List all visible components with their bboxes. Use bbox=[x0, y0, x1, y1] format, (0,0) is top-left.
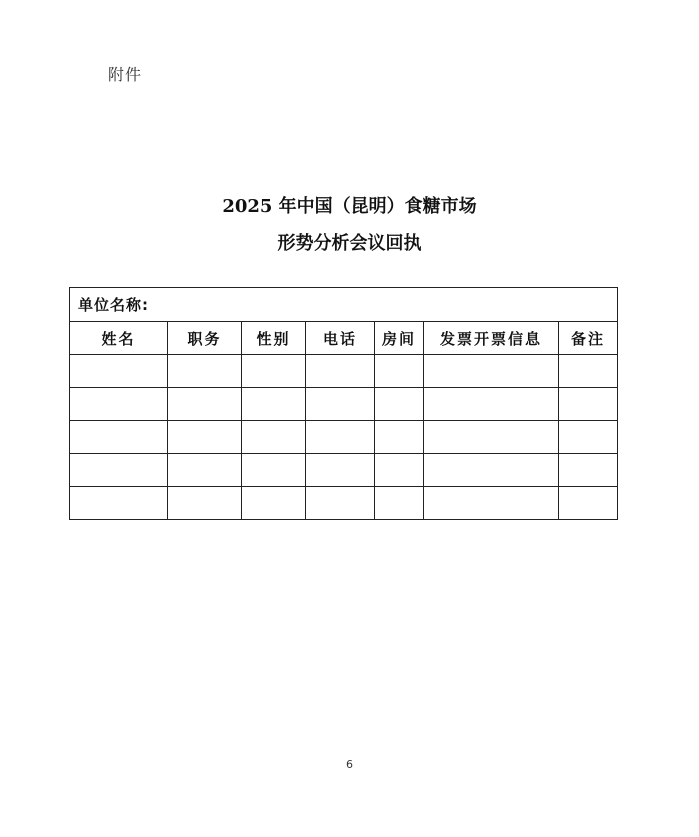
table-header-row bbox=[70, 322, 618, 355]
table-cell bbox=[168, 388, 242, 421]
table-cell bbox=[168, 487, 242, 520]
column-header-gender: 性别 bbox=[242, 322, 306, 355]
document-title: 2025 年中国（昆明）食糖市场 bbox=[222, 196, 477, 217]
table-cell bbox=[70, 421, 168, 454]
column-header-phone: 电话 bbox=[306, 322, 375, 355]
table-cell bbox=[242, 355, 306, 388]
column-header-remarks: 备注 bbox=[559, 322, 618, 355]
table-cell bbox=[306, 388, 375, 421]
table-body bbox=[70, 355, 618, 520]
column-header-invoice-info: 发票开票信息 bbox=[424, 322, 559, 355]
table-cell bbox=[306, 421, 375, 454]
table-cell bbox=[306, 454, 375, 487]
table-row bbox=[70, 421, 618, 454]
table-cell bbox=[424, 388, 559, 421]
table-row bbox=[70, 388, 618, 421]
table-cell bbox=[242, 487, 306, 520]
attachment-label: 附件 bbox=[108, 65, 143, 84]
table-cell bbox=[70, 388, 168, 421]
table-cell bbox=[559, 487, 618, 520]
unit-name-row bbox=[70, 288, 618, 322]
table-cell bbox=[559, 388, 618, 421]
table-cell bbox=[70, 355, 168, 388]
table-cell bbox=[306, 355, 375, 388]
table-row bbox=[70, 355, 618, 388]
column-header-room: 房间 bbox=[375, 322, 424, 355]
table-cell bbox=[375, 388, 424, 421]
table-cell bbox=[375, 355, 424, 388]
column-header-name: 姓名 bbox=[70, 322, 168, 355]
table-cell bbox=[70, 487, 168, 520]
table-cell bbox=[559, 454, 618, 487]
table-row bbox=[70, 487, 618, 520]
table-cell bbox=[424, 487, 559, 520]
table-cell bbox=[424, 355, 559, 388]
table-cell bbox=[168, 454, 242, 487]
table-cell bbox=[375, 487, 424, 520]
table-cell bbox=[242, 421, 306, 454]
table-row bbox=[70, 454, 618, 487]
table-cell bbox=[70, 454, 168, 487]
column-header-position: 职务 bbox=[168, 322, 242, 355]
table-cell bbox=[168, 355, 242, 388]
reply-form-table bbox=[69, 287, 618, 520]
table-cell bbox=[559, 355, 618, 388]
document-subtitle: 形势分析会议回执 bbox=[277, 233, 422, 254]
page-number: 6 bbox=[346, 758, 353, 771]
table-cell bbox=[559, 421, 618, 454]
table-cell bbox=[424, 454, 559, 487]
unit-name-label: 单位名称: bbox=[70, 288, 618, 322]
table-cell bbox=[242, 388, 306, 421]
table-cell bbox=[168, 421, 242, 454]
table-cell bbox=[306, 487, 375, 520]
table-cell bbox=[375, 421, 424, 454]
table-cell bbox=[375, 454, 424, 487]
table-cell bbox=[242, 454, 306, 487]
table-cell bbox=[424, 421, 559, 454]
